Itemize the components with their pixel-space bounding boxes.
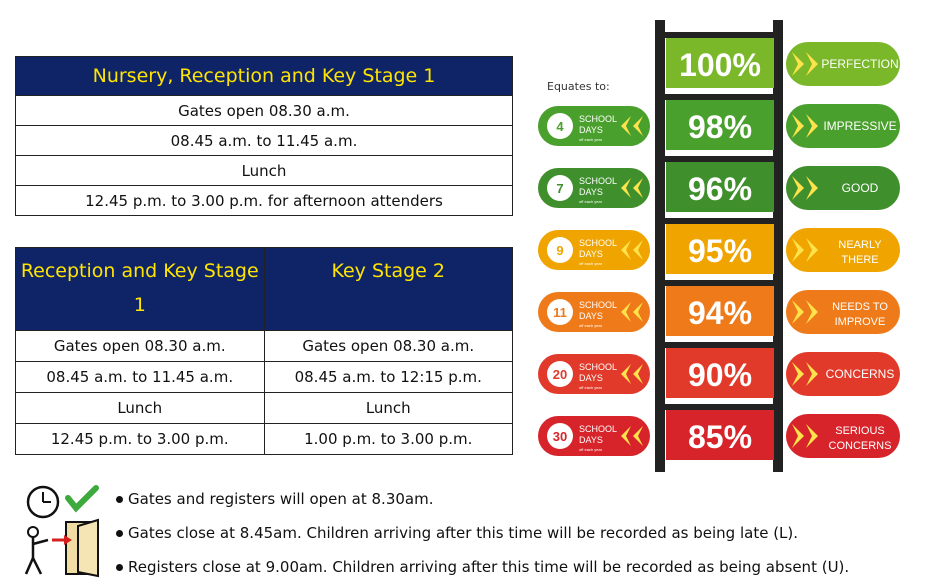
percent-label: 96%	[687, 171, 753, 207]
days-sub: off each year	[579, 323, 603, 328]
person-door-icon	[26, 520, 98, 576]
table2-cell: 08.45 a.m. to 11.45 a.m.	[16, 362, 265, 393]
arrival-icon	[18, 484, 108, 580]
days-word: DAYS	[579, 187, 603, 197]
days-word: DAYS	[579, 373, 603, 383]
days-word: DAYS	[579, 249, 603, 259]
percent-label: 100%	[679, 47, 761, 83]
table1-row: Gates open 08.30 a.m.	[16, 96, 513, 126]
ladder-rung	[660, 94, 778, 100]
table2-cell: 1.00 p.m. to 3.00 p.m.	[264, 424, 513, 455]
rating-label: PERFECTION	[821, 57, 899, 71]
days-word: DAYS	[579, 311, 603, 321]
rating-label: THERE	[841, 254, 879, 266]
days-word: SCHOOL	[579, 114, 618, 124]
days-word: DAYS	[579, 125, 603, 135]
rating-label: SERIOUS	[835, 425, 885, 437]
note-item: Gates and registers will open at 8.30am.	[116, 482, 849, 516]
days-word: DAYS	[579, 435, 603, 445]
ladder-rung	[660, 218, 778, 224]
percent-label: 95%	[687, 233, 753, 269]
percent-label: 90%	[687, 357, 753, 393]
rating-label: IMPROVE	[834, 316, 886, 328]
days-sub: off each year	[579, 447, 603, 452]
ladder-rung	[660, 32, 778, 38]
table1-row: 12.45 p.m. to 3.00 p.m. for afternoon attenders	[16, 186, 513, 216]
days-word: SCHOOL	[579, 176, 618, 186]
days-number: 11	[553, 305, 567, 320]
note-item: Gates close at 8.45am. Children arriving after this time will be recorded as being late (L).	[116, 516, 849, 550]
table2-cell: 08.45 a.m. to 12:15 p.m.	[264, 362, 513, 393]
ladder-rung	[660, 342, 778, 348]
note-item: Registers close at 9.00am. Children arriving after this time will be recorded as being absent (U).	[116, 550, 849, 584]
percent-label: 94%	[687, 295, 753, 331]
days-number: 9	[556, 243, 564, 258]
rating-label: GOOD	[841, 181, 879, 195]
days-sub: off each year	[579, 385, 603, 390]
days-word: SCHOOL	[579, 424, 618, 434]
table2-cell: Lunch	[264, 393, 513, 424]
days-number: 7	[556, 181, 564, 196]
days-sub: off each year	[579, 261, 603, 266]
checkmark-icon	[68, 488, 96, 508]
ladder-rung	[660, 404, 778, 410]
table2-cell: Gates open 08.30 a.m.	[16, 331, 265, 362]
table1-row: 08.45 a.m. to 11.45 a.m.	[16, 126, 513, 156]
days-number: 30	[552, 429, 568, 444]
ladder-rung	[660, 156, 778, 162]
days-sub: off each year	[579, 199, 603, 204]
notes-list	[116, 482, 849, 584]
table2-cell: 12.45 p.m. to 3.00 p.m.	[16, 424, 265, 455]
rating-label: CONCERNS	[828, 440, 892, 452]
days-number: 20	[552, 367, 568, 382]
days-word: SCHOOL	[579, 362, 618, 372]
rating-label: IMPRESSIVE	[823, 119, 897, 133]
table1-row: Lunch	[16, 156, 513, 186]
rating-label: CONCERNS	[825, 367, 895, 381]
table-nursery-ks1	[15, 56, 513, 216]
days-word: SCHOOL	[579, 238, 618, 248]
table2-header-right: Key Stage 2	[264, 248, 513, 331]
table-reception-ks2	[15, 247, 513, 455]
equates-label: Equates to:	[547, 80, 610, 93]
days-number: 4	[556, 119, 564, 134]
table2-header-left: Reception and Key Stage 1	[16, 248, 265, 331]
table2-cell: Lunch	[16, 393, 265, 424]
percent-label: 98%	[687, 109, 753, 145]
clock-icon	[28, 487, 58, 517]
rating-label: NEEDS TO	[832, 301, 888, 313]
days-word: SCHOOL	[579, 300, 618, 310]
table1-header: Nursery, Reception and Key Stage 1	[16, 57, 513, 96]
percent-label: 85%	[687, 419, 753, 455]
ladder-rung	[660, 280, 778, 286]
attendance-ladder	[527, 15, 907, 475]
days-sub: off each year	[579, 137, 603, 142]
rating-label: NEARLY	[838, 239, 882, 251]
table2-cell: Gates open 08.30 a.m.	[264, 331, 513, 362]
